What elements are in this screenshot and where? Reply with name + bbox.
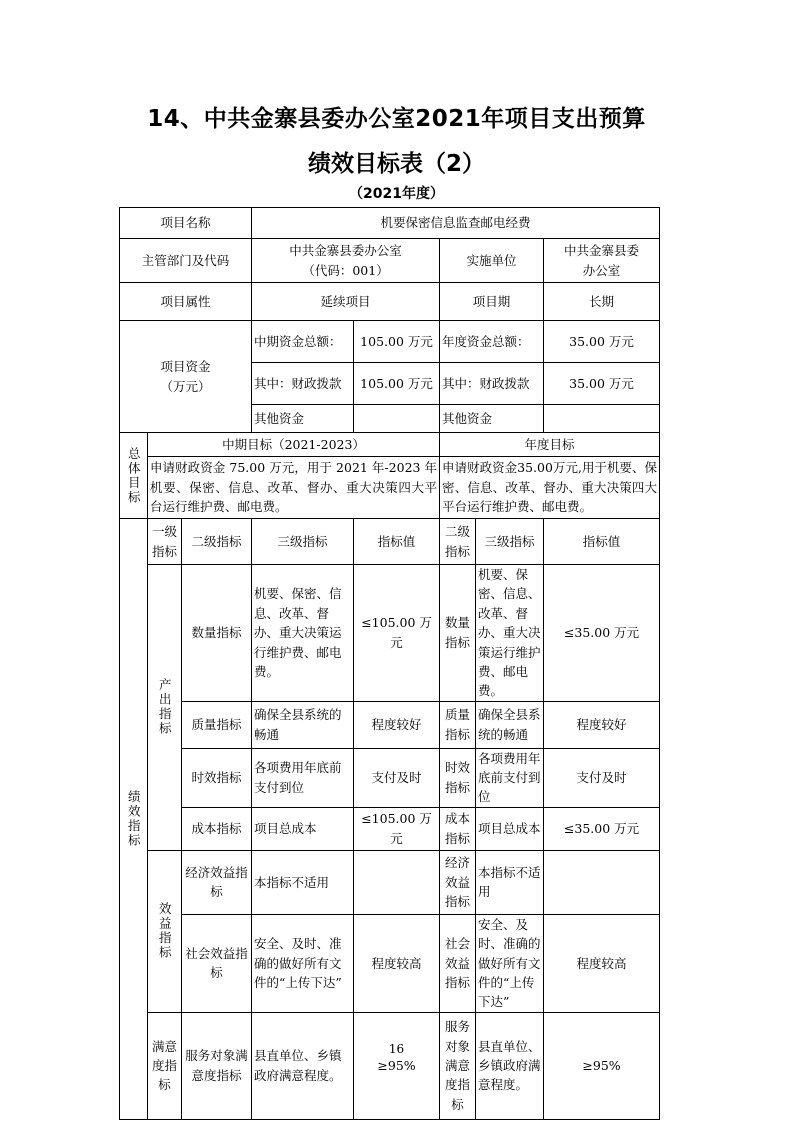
level3-cell: 机要、保密、信息、改革、督办、重大决策运行维护费、邮电费。 <box>252 565 354 702</box>
level3-cell: 项目总成本 <box>252 807 354 850</box>
overall-goal-label <box>120 433 148 519</box>
level3-cell-right: 本指标不适用 <box>476 850 544 914</box>
level3-cell-right: 县直单位、乡镇政府满意程度。 <box>476 1012 544 1119</box>
value-cell: ≥95% <box>354 1012 440 1119</box>
year-other-value <box>544 405 660 433</box>
period-label: 项目期 <box>440 283 544 321</box>
level2-cell-right: 经济效益指标 <box>440 850 476 914</box>
impl-value-line1: 中共金寨县委 <box>564 243 640 259</box>
perf-indicator-label-text: 绩效指标 <box>126 789 142 848</box>
value-cell: 支付及时 <box>354 748 440 807</box>
value-cell: 程度较高 <box>354 914 440 1012</box>
header-value-right: 指标值 <box>544 519 660 565</box>
level3-cell: 安全、及时、准确的做好所有文件的“上传下达” <box>252 914 354 1012</box>
value-cell: ≤105.00 万元 <box>354 565 440 702</box>
value-cell: ≤105.00 万元 <box>354 807 440 850</box>
mid-other-value <box>354 405 440 433</box>
satisfaction-indicator-label: 满意度指标 <box>148 1012 182 1119</box>
funds-label <box>120 321 252 433</box>
header-level2: 二级指标 <box>182 519 252 565</box>
level3-cell-right: 安全、及时、准确的做好所有文件的“上传下达” <box>476 914 544 1012</box>
level2-cell-right: 社会效益指标 <box>440 914 476 1012</box>
level3-cell-right: 确保全县系统的畅通 <box>476 701 544 748</box>
value-cell-right: 程度较好 <box>544 701 660 748</box>
level3-cell: 各项费用年底前支付到位 <box>252 748 354 807</box>
row-funds-total <box>120 321 660 363</box>
row-project-name <box>120 208 660 239</box>
perf-indicator-label <box>120 519 148 1120</box>
header-level2-right: 二级指标 <box>440 519 476 565</box>
table-row <box>120 1012 660 1119</box>
level2-cell: 数量指标 <box>182 565 252 702</box>
level2-cell-right: 成本指标 <box>440 807 476 850</box>
table-row <box>120 748 660 807</box>
header-level1: 一级指标 <box>148 519 182 565</box>
impl-label: 实施单位 <box>440 239 544 283</box>
row-perf-header <box>120 519 660 565</box>
table-row <box>120 701 660 748</box>
table-row <box>120 850 660 914</box>
year-note: （2021年度） <box>349 186 444 202</box>
level3-cell-right: 机要、保密、信息、改革、督办、重大决策运行维护费、邮电费。 <box>476 565 544 702</box>
row-department <box>120 239 660 283</box>
dept-name: 中共金寨县委办公室 <box>289 243 402 259</box>
benefit-indicator-label <box>148 850 182 1012</box>
year-total-value: 35.00 万元 <box>544 321 660 363</box>
row-goals-text <box>120 457 660 519</box>
level3-cell-right: 各项费用年底前支付到位 <box>476 748 544 807</box>
year-goal-header: 年度目标 <box>440 433 660 457</box>
level2-cell-right: 质量指标 <box>440 701 476 748</box>
value-cell <box>354 850 440 914</box>
mid-total-label: 中期资金总额： <box>252 321 354 363</box>
page-number: 16 <box>388 1042 405 1056</box>
level2-cell: 成本指标 <box>182 807 252 850</box>
level3-cell-right: 项目总成本 <box>476 807 544 850</box>
year-goal-text: 申请财政资金35.00万元,用于机要、保密、信息、改革、督办、重大决策四大平台运行维护费、邮电费。 <box>440 457 660 519</box>
project-name-value: 机要保密信息监查邮电经费 <box>252 208 660 239</box>
value-cell-right: ≤35.00 万元 <box>544 565 660 702</box>
table-row <box>120 914 660 1012</box>
level2-cell-right: 时效指标 <box>440 748 476 807</box>
document-title-line1: 14、中共金寨县委办公室2021年项目支出预算 <box>147 106 646 132</box>
level2-cell-right: 服务对象满意度指标 <box>440 1012 476 1119</box>
level2-cell-right: 数量指标 <box>440 565 476 702</box>
attr-value: 延续项目 <box>252 283 440 321</box>
document-title-line2: 绩效目标表（2） <box>307 151 485 177</box>
level2-cell: 社会效益指标 <box>182 914 252 1012</box>
performance-goal-table <box>119 207 660 1120</box>
level2-cell: 服务对象满意度指标 <box>182 1012 252 1119</box>
value-cell: 程度较好 <box>354 701 440 748</box>
benefit-indicator-label-text: 效益指标 <box>157 902 173 961</box>
level3-cell: 县直单位、乡镇政府满意程度。 <box>252 1012 354 1119</box>
table-row <box>120 565 660 702</box>
impl-value-line2: 办公室 <box>582 262 621 278</box>
level3-cell: 确保全县系统的畅通 <box>252 701 354 748</box>
mid-goal-header: 中期目标（2021-2023） <box>148 433 440 457</box>
level2-cell: 质量指标 <box>182 701 252 748</box>
mid-fiscal-value: 105.00 万元 <box>354 363 440 405</box>
year-total-label: 年度资金总额： <box>440 321 544 363</box>
value-cell-right <box>544 850 660 914</box>
funds-label-line2: （万元） <box>160 378 211 394</box>
value-cell-right: 程度较高 <box>544 914 660 1012</box>
level3-cell: 本指标不适用 <box>252 850 354 914</box>
row-attribute <box>120 283 660 321</box>
output-indicator-label-text: 产出指标 <box>157 678 173 737</box>
mid-other-label: 其他资金 <box>252 405 354 433</box>
funds-label-line1: 项目资金 <box>160 359 211 375</box>
dept-label: 主管部门及代码 <box>120 239 252 283</box>
level2-cell: 时效指标 <box>182 748 252 807</box>
impl-value <box>544 239 660 283</box>
header-level3: 三级指标 <box>252 519 354 565</box>
project-name-label: 项目名称 <box>120 208 252 239</box>
output-indicator-label <box>148 565 182 851</box>
year-other-label: 其他资金 <box>440 405 544 433</box>
mid-fiscal-label: 其中：财政拨款 <box>252 363 354 405</box>
header-value: 指标值 <box>354 519 440 565</box>
header-level3-right: 三级指标 <box>476 519 544 565</box>
dept-value <box>252 239 440 283</box>
value-cell-right: ≤35.00 万元 <box>544 807 660 850</box>
level2-cell: 经济效益指标 <box>182 850 252 914</box>
row-goals-header <box>120 433 660 457</box>
period-value: 长期 <box>544 283 660 321</box>
attr-label: 项目属性 <box>120 283 252 321</box>
mid-goal-text: 申请财政资金 75.00 万元，用于 2021 年-2023 年机要、保密、信息、改革、督办、重大决策四大平台运行维护费、邮电费。 <box>148 457 440 519</box>
mid-total-value: 105.00 万元 <box>354 321 440 363</box>
overall-goal-label-text: 总体目标 <box>126 446 142 505</box>
dept-code: （代码：001） <box>302 262 389 278</box>
value-cell-right: ≥95% <box>544 1012 660 1119</box>
year-fiscal-label: 其中：财政拨款 <box>440 363 544 405</box>
value-cell-right: 支付及时 <box>544 748 660 807</box>
table-row <box>120 807 660 850</box>
year-fiscal-value: 35.00 万元 <box>544 363 660 405</box>
